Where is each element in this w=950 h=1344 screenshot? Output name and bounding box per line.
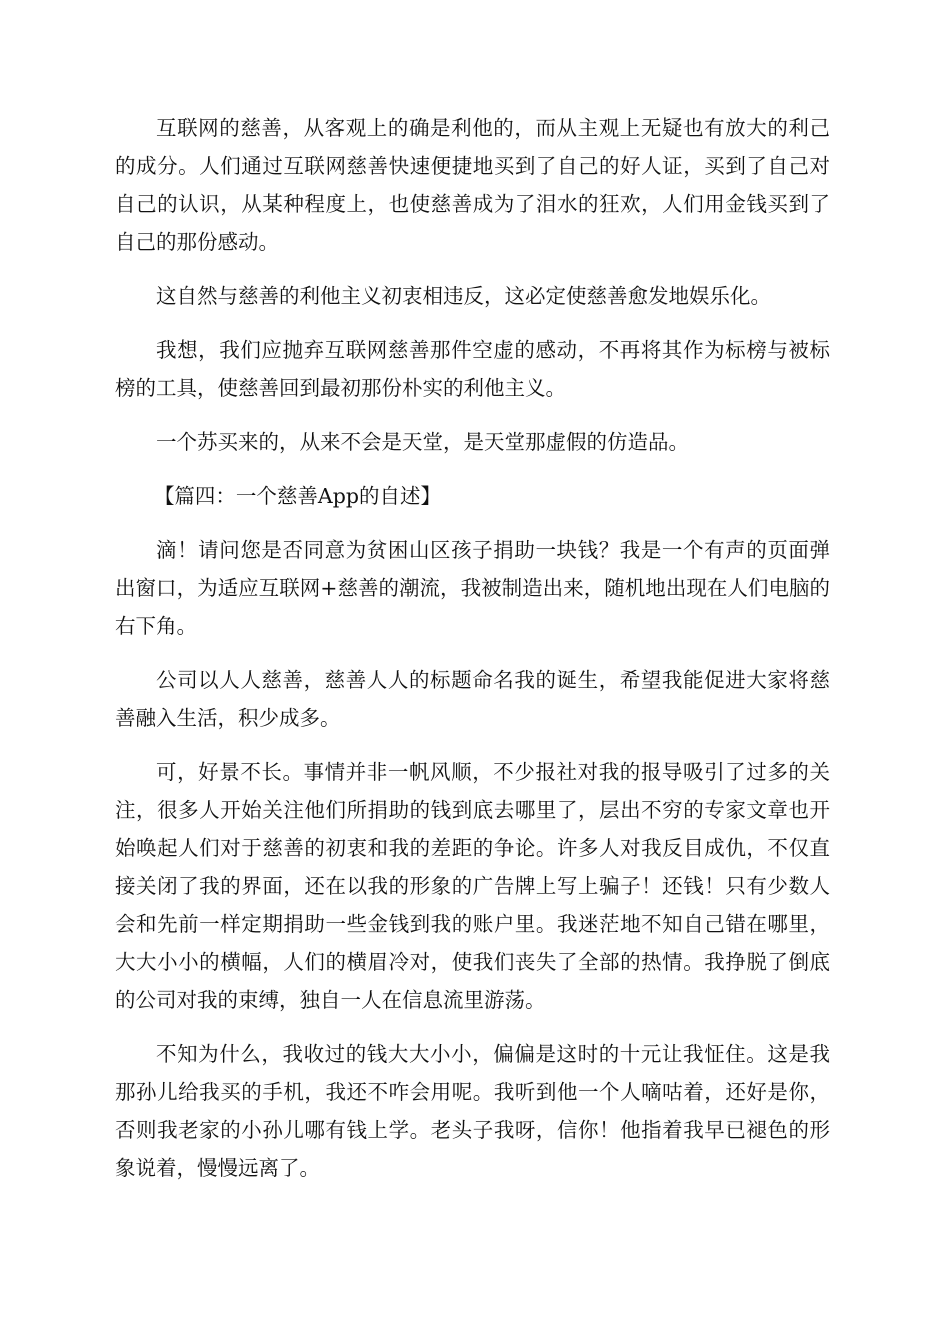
paragraph-6: 公司以人人慈善，慈善人人的标题命名我的诞生，希望我能促进大家将慈善融入生活，积少成多。 — [115, 668, 830, 730]
paragraph-1: 互联网的慈善，从客观上的确是利他的，而从主观上无疑也有放大的利己的成分。人们通过互联网慈善快速便捷地买到了自己的好人证，买到了自己对自己的认识，从某种程度上，也使慈善成为了泪水的狂欢，人们用金钱买到了自己的那份感动。 — [115, 116, 830, 254]
paragraph-7: 可，好景不长。事情并非一帆风顺，不少报社对我的报导吸引了过多的关注，很多人开始关注他们所捐助的钱到底去哪里了，层出不穷的专家文章也开始唤起人们对于慈善的初衷和我的差距的争论。许多人对我反目成仇，不仅直接关闭了我的界面，还在以我的形象的广告牌上写上骗子！还钱！只有少数人会和先前一样定期捐助一些金钱到我的账户里。我迷茫地不知自己错在哪里，大大小小的横幅，人们的横眉冷对，使我们丧失了全部的热情。我挣脱了倒底的公司对我的束缚，独自一人在信息流里游荡。 — [115, 760, 830, 1012]
section-heading: 【篇四：一个慈善App的自述】 — [153, 484, 441, 508]
paragraph-4: 一个苏买来的，从来不会是天堂，是天堂那虚假的仿造品。 — [156, 430, 689, 454]
paragraph-3: 我想，我们应抛弃互联网慈善那件空虚的感动，不再将其作为标榜与被标榜的工具，使慈善回到最初那份朴实的利他主义。 — [115, 338, 830, 400]
document-page — [115, 109, 830, 1203]
paragraph-2: 这自然与慈善的利他主义初衷相违反，这必定使慈善愈发地娱乐化。 — [156, 284, 771, 308]
paragraph-5: 滴！请问您是否同意为贫困山区孩子捐助一块钱？我是一个有声的页面弹出窗口，为适应互联网+慈善的潮流，我被制造出来，随机地出现在人们电脑的右下角。 — [115, 538, 830, 638]
paragraph-8: 不知为什么，我收过的钱大大小小，偏偏是这时的十元让我怔住。这是我那孙儿给我买的手机，我还不咋会用呢。我听到他一个人嘀咕着，还好是你，否则我老家的小孙儿哪有钱上学。老头子我呀，信你！他指着我早已褪色的形象说着，慢慢远离了。 — [115, 1042, 830, 1180]
